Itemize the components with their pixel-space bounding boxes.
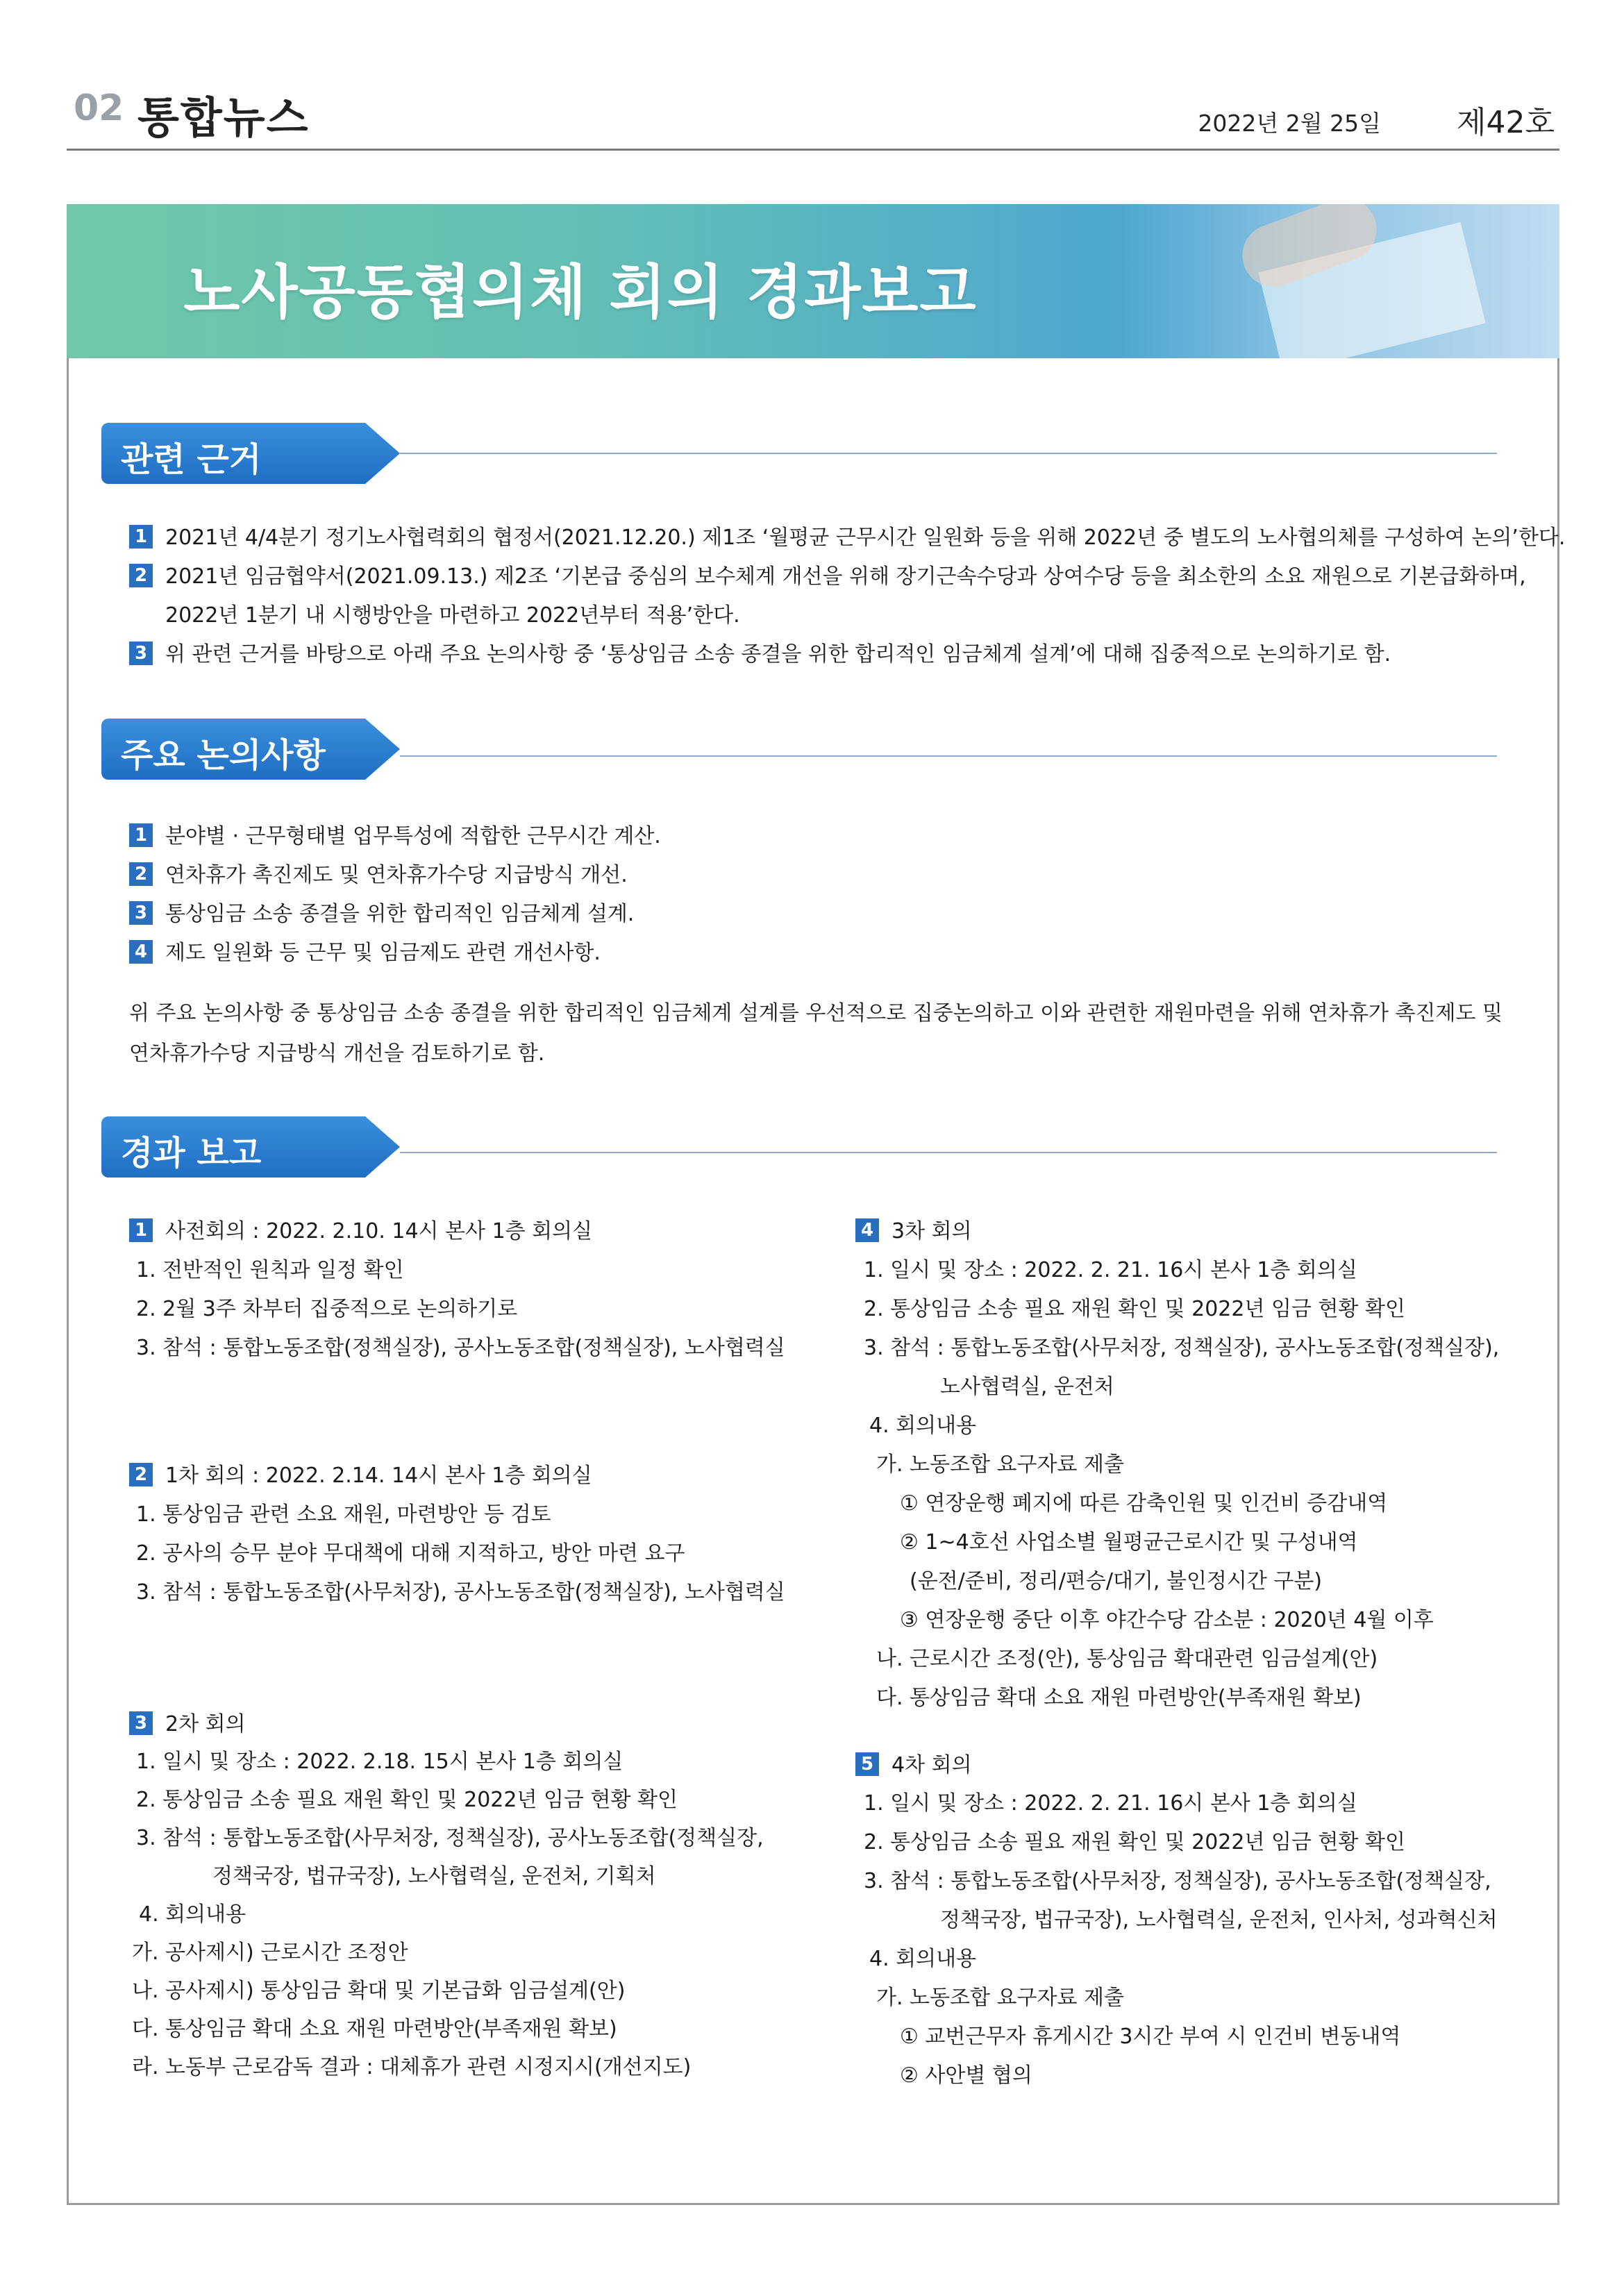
basis-item-2-cont: 2022년 1분기 내 시행방안을 마련하고 2022년부터 적용’한다. [165, 603, 740, 628]
item-text: 2021년 임금협약서(2021.09.13.) 제2조 ‘기본급 중심의 보수체계 개선을 위해 장기근속수당과 상여수당 등을 최소한의 소요 재원으로 기본급화하며, [165, 564, 1526, 589]
report-line: 가. 공사제시) 근로시간 조정안 [132, 1941, 408, 1965]
item-number-badge: 1 [129, 525, 153, 548]
item-number-badge: 3 [129, 901, 153, 925]
report-line: (운전/준비, 정리/편승/대기, 불인정시간 구분) [910, 1569, 1323, 1593]
item-text: 2021년 4/4분기 정기노사협력회의 협정서(2021.12.20.) 제1조 ‘월평균 근무시간 일원화 등을 위해 2022년 중 별도의 노사협의체를 구성하여 논의’한다. [165, 526, 1566, 550]
report-line: ② 1~4호선 사업소별 월평균근로시간 및 구성내역 [900, 1530, 1358, 1555]
item-text: 연차휴가 촉진제도 및 연차휴가수당 지급방식 개선. [165, 863, 628, 887]
item-text: 통상임금 소송 종결을 위한 합리적인 임금체계 설계. [165, 902, 635, 926]
report-heading-4 [855, 1214, 972, 1244]
topics-summary-line-2: 연차휴가수당 지급방식 개선을 검토하기로 함. [129, 1041, 545, 1066]
topic-item-2 [129, 857, 628, 888]
item-number-badge: 5 [855, 1752, 879, 1776]
item-number-badge: 3 [129, 642, 153, 665]
report-line: 2. 2월 3주 차부터 집중적으로 논의하기로 [136, 1297, 518, 1321]
section-tag-topics [101, 719, 400, 780]
page-number: 02 [74, 87, 124, 129]
report-line: 1. 일시 및 장소 : 2022. 2. 21. 16시 본사 1층 회의실 [864, 1791, 1357, 1816]
item-number-badge: 1 [129, 1218, 153, 1242]
report-line: ① 연장운행 폐지에 따른 감축인원 및 인건비 증감내역 [900, 1491, 1388, 1516]
section-divider [400, 1152, 1497, 1153]
report-line: 2. 통상임금 소송 필요 재원 확인 및 2022년 임금 현황 확인 [136, 1788, 678, 1812]
topics-summary-line-1: 위 주요 논의사항 중 통상임금 소송 종결을 위한 합리적인 임금체계 설계를 우선적으로 집중논의하고 이와 관련한 재원마련을 위해 연차휴가 촉진제도 및 [129, 1001, 1502, 1025]
report-line: 나. 공사제시) 통상임금 확대 및 기본급화 임금설계(안) [132, 1979, 626, 2003]
section-tag-report [101, 1116, 400, 1178]
item-text: 사전회의 : 2022. 2.10. 14시 본사 1층 회의실 [165, 1219, 593, 1243]
article-banner [67, 204, 1559, 358]
section-tag-basis [101, 423, 400, 484]
report-line: 다. 통상임금 확대 소요 재원 마련방안(부족재원 확보) [876, 1686, 1362, 1710]
section-title-topics: 주요 논의사항 [121, 736, 326, 775]
report-heading-3 [129, 1707, 246, 1737]
item-text: 3차 회의 [891, 1219, 972, 1243]
article-title: 노사공동협의체 회의 경과보고 [183, 258, 978, 326]
item-text: 위 관련 근거를 바탕으로 아래 주요 논의사항 중 ‘통상임금 소송 종결을 위한 합리적인 임금체계 설계’에 대해 집중적으로 논의하기로 함. [165, 642, 1391, 667]
report-line: 3. 참석 : 통합노동조합(사무처장, 정책실장), 공사노동조합(정책실장), [864, 1336, 1500, 1360]
item-text: 제도 일원화 등 근무 및 임금제도 관련 개선사항. [165, 941, 601, 965]
section-divider [400, 453, 1497, 454]
item-number-badge: 2 [129, 1463, 153, 1486]
item-number-badge: 2 [129, 862, 153, 886]
report-line: 라. 노동부 근로감독 결과 : 대체휴가 관련 시정지시(개선지도) [132, 2055, 692, 2079]
item-number-badge: 1 [129, 823, 153, 847]
basis-item-2 [129, 559, 1526, 589]
report-heading-5 [855, 1748, 972, 1778]
report-line: 3. 참석 : 통합노동조합(사무처장, 정책실장), 공사노동조합(정책실장, [136, 1826, 764, 1850]
report-heading-1 [129, 1214, 592, 1244]
item-text: 분야별 · 근무형태별 업무특성에 적합한 근무시간 계산. [165, 824, 661, 848]
item-number-badge: 4 [129, 940, 153, 964]
report-line: 4. 회의내용 [869, 1414, 977, 1438]
report-line: 4. 회의내용 [139, 1902, 246, 1927]
topic-item-1 [129, 819, 661, 849]
report-line: 3. 참석 : 통합노동조합(사무처장), 공사노동조합(정책실장), 노사협력실 [136, 1580, 785, 1604]
section-title-report: 경과 보고 [121, 1134, 262, 1173]
report-line: 2. 통상임금 소송 필요 재원 확인 및 2022년 임금 현황 확인 [864, 1830, 1405, 1854]
header-divider [67, 149, 1559, 151]
report-line: ① 교번근무자 휴게시간 3시간 부여 시 인건비 변동내역 [900, 2025, 1401, 2049]
item-number-badge: 3 [129, 1711, 153, 1735]
issue-date: 2022년 2월 25일 [1198, 110, 1381, 137]
topic-item-3 [129, 896, 634, 927]
issue-number: 제42호 [1457, 105, 1555, 140]
report-line: 가. 노동조합 요구자료 제출 [876, 1452, 1124, 1477]
item-number-badge: 4 [855, 1218, 879, 1242]
basis-item-3 [129, 637, 1391, 667]
report-line: 3. 참석 : 통합노동조합(정책실장), 공사노동조합(정책실장), 노사협력실 [136, 1336, 785, 1360]
report-line: 3. 참석 : 통합노동조합(사무처장, 정책실장), 공사노동조합(정책실장, [864, 1869, 1491, 1893]
report-line: ③ 연장운행 중단 이후 야간수당 감소분 : 2020년 4월 이후 [900, 1608, 1434, 1632]
report-line: 4. 회의내용 [869, 1947, 977, 1971]
report-line: 노사협력실, 운전처 [940, 1375, 1114, 1399]
section-title-basis: 관련 근거 [121, 440, 262, 479]
report-line: 나. 근로시간 조정(안), 통상임금 확대관련 임금설계(안) [876, 1647, 1378, 1671]
item-text: 2차 회의 [165, 1712, 246, 1736]
report-line: 정책국장, 법규국장), 노사협력실, 운전처, 기획처 [212, 1864, 656, 1888]
item-number-badge: 2 [129, 564, 153, 587]
report-line: 1. 일시 및 장소 : 2022. 2.18. 15시 본사 1층 회의실 [136, 1750, 623, 1774]
section-divider [400, 755, 1497, 757]
item-text: 4차 회의 [891, 1753, 972, 1777]
report-line: 2. 공사의 승무 분야 무대책에 대해 지적하고, 방안 마련 요구 [136, 1541, 685, 1566]
report-line: 2. 통상임금 소송 필요 재원 확인 및 2022년 임금 현황 확인 [864, 1297, 1405, 1321]
topic-item-4 [129, 935, 601, 966]
report-line: 다. 통상임금 확대 소요 재원 마련방안(부족재원 확보) [132, 2017, 617, 2041]
report-line: 1. 전반적인 원칙과 일정 확인 [136, 1258, 404, 1282]
item-text: 1차 회의 : 2022. 2.14. 14시 본사 1층 회의실 [165, 1464, 592, 1488]
report-line: 정책국장, 법규국장), 노사협력실, 운전처, 인사처, 성과혁신처 [940, 1908, 1498, 1932]
report-line: 1. 일시 및 장소 : 2022. 2. 21. 16시 본사 1층 회의실 [864, 1258, 1357, 1282]
report-heading-2 [129, 1458, 592, 1489]
report-line: ② 사안별 협의 [900, 2063, 1032, 2088]
basis-item-1 [129, 520, 1565, 551]
report-line: 가. 노동조합 요구자료 제출 [876, 1986, 1124, 2010]
report-line: 1. 통상임금 관련 소요 재원, 마련방안 등 검토 [136, 1502, 551, 1527]
section-title: 통합뉴스 [137, 92, 310, 143]
